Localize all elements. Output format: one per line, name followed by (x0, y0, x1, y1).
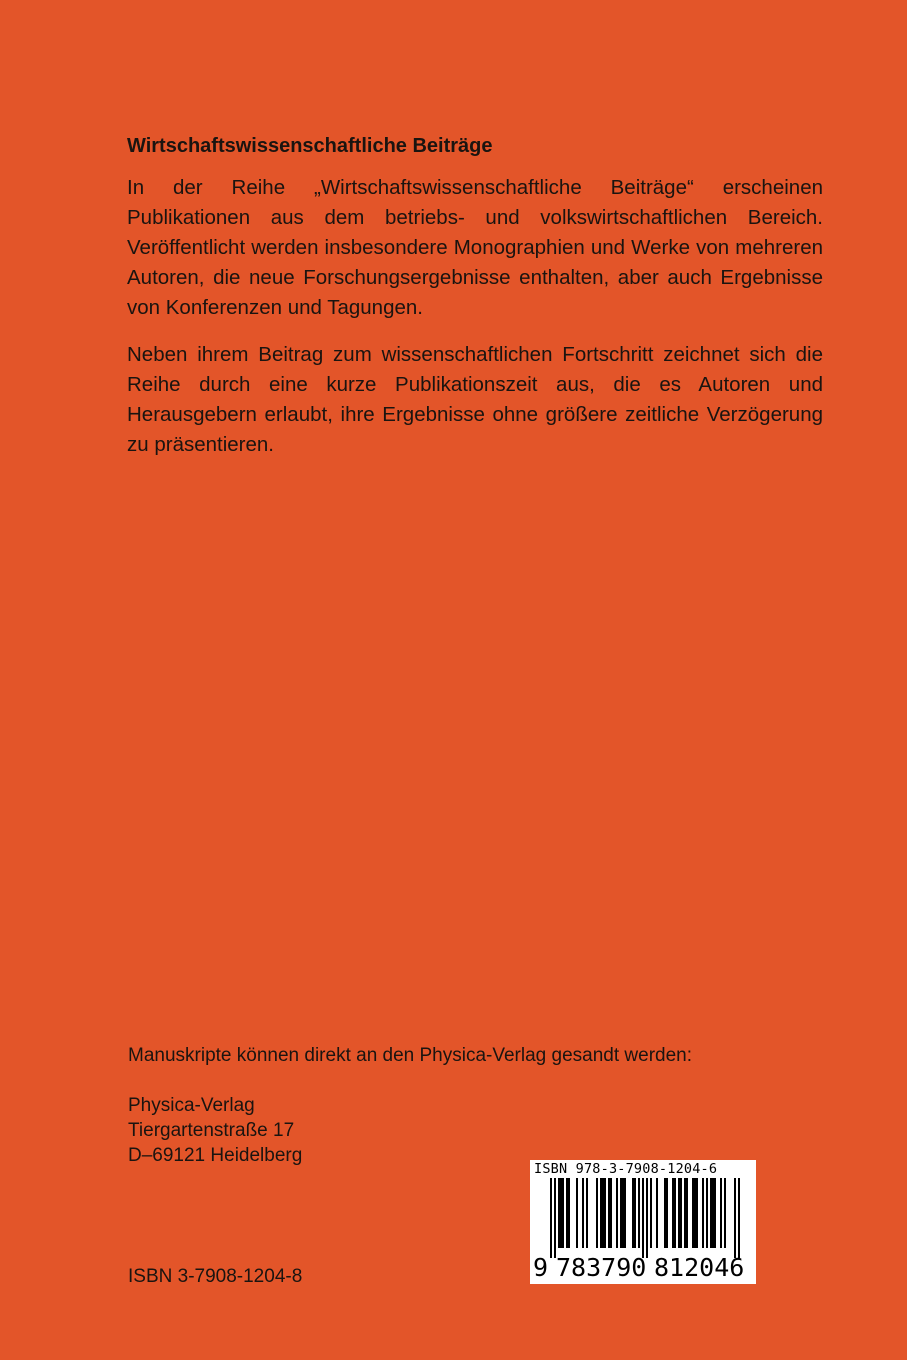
barcode-bar (656, 1178, 658, 1248)
barcode-bar (706, 1178, 708, 1248)
barcode-bar (674, 1178, 676, 1248)
barcode-bar (650, 1178, 652, 1248)
barcode-bar (672, 1178, 674, 1248)
barcode-bar (642, 1178, 644, 1258)
barcode (530, 1160, 756, 1284)
barcode-bar (702, 1178, 704, 1248)
back-cover-text (127, 131, 823, 477)
barcode-bar (686, 1178, 688, 1248)
series-title: Wirtschaftswissenschaftliche Beiträge (127, 135, 493, 157)
publisher-name: Physica-Verlag (128, 1095, 255, 1116)
barcode-bar (554, 1178, 556, 1258)
barcode-bar (678, 1178, 680, 1248)
barcode-bar (666, 1178, 668, 1248)
barcode-bar (608, 1178, 610, 1248)
barcode-bar (634, 1178, 636, 1248)
manuscript-note: Manuskripte können direkt an den Physica-Verlag gesandt werden: (128, 1045, 693, 1066)
barcode-bar (684, 1178, 686, 1248)
barcode-bar (620, 1178, 622, 1248)
series-description-paragraph: In der Reihe „Wirtschaftswissenschaftliche Beiträge“ erscheinen Publikationen aus dem betriebs- und volkswirtschaftlichen Bereich. Veröffentlicht werden insbesondere Monographien und Werke von mehreren Autoren, die neue Forschungsergebnisse enthalten, aber auch Ergebnisse von Konferenzen und Tagungen. (127, 176, 823, 319)
submission-info (128, 1043, 768, 1168)
barcode-bar (568, 1178, 570, 1248)
barcode-digits-left: 783790 (556, 1253, 647, 1282)
barcode-bar (664, 1178, 666, 1248)
barcode-bar (694, 1178, 696, 1248)
barcode-bar (680, 1178, 682, 1248)
barcode-bar (586, 1178, 588, 1248)
barcode-bar (692, 1178, 694, 1248)
barcode-bar (646, 1178, 648, 1258)
barcode-bar (550, 1178, 552, 1258)
barcode-bar (616, 1178, 618, 1248)
barcode-bar (632, 1178, 634, 1248)
barcode-bar (738, 1178, 740, 1258)
barcode-bar (696, 1178, 698, 1248)
barcode-bar (600, 1178, 602, 1248)
barcode-bar (710, 1178, 712, 1248)
barcode-isbn-label: ISBN 978-3-7908-1204-6 (534, 1161, 718, 1177)
series-advantage-paragraph: Neben ihrem Beitrag zum wissenschaftlichen Fortschritt zeichnet sich die Reihe durch eine kurze Publikationszeit aus, die es Autoren und Herausgebern erlaubt, ihre Ergebnisse ohne größere zeitliche Verzögerung zu präsentieren. (127, 343, 823, 456)
barcode-bar (566, 1178, 568, 1248)
barcode-bar (624, 1178, 626, 1248)
barcode-digit-first: 9 (533, 1253, 549, 1282)
publisher-city: D–69121 Heidelberg (128, 1145, 303, 1166)
barcode-bar (604, 1178, 606, 1248)
barcode-bar (622, 1178, 624, 1248)
barcode-bar (576, 1178, 578, 1248)
barcode-bar (596, 1178, 598, 1248)
publisher-address (128, 1093, 768, 1168)
barcode-digits-right: 812046 (654, 1253, 745, 1282)
publisher-street: Tiergartenstraße 17 (128, 1120, 295, 1141)
barcode-bar (562, 1178, 564, 1248)
barcode-bar (610, 1178, 612, 1248)
barcode-bar (714, 1178, 716, 1248)
barcode-bar (734, 1178, 736, 1258)
barcode-bar (720, 1178, 722, 1248)
barcode-bar (712, 1178, 714, 1248)
barcode-bar (582, 1178, 584, 1248)
barcode-bar (602, 1178, 604, 1248)
barcode-bar (724, 1178, 726, 1248)
barcode-bar (558, 1178, 560, 1248)
barcode-bar (560, 1178, 562, 1248)
isbn-10-text: ISBN 3-7908-1204-8 (128, 1266, 303, 1287)
barcode-bar (638, 1178, 640, 1248)
